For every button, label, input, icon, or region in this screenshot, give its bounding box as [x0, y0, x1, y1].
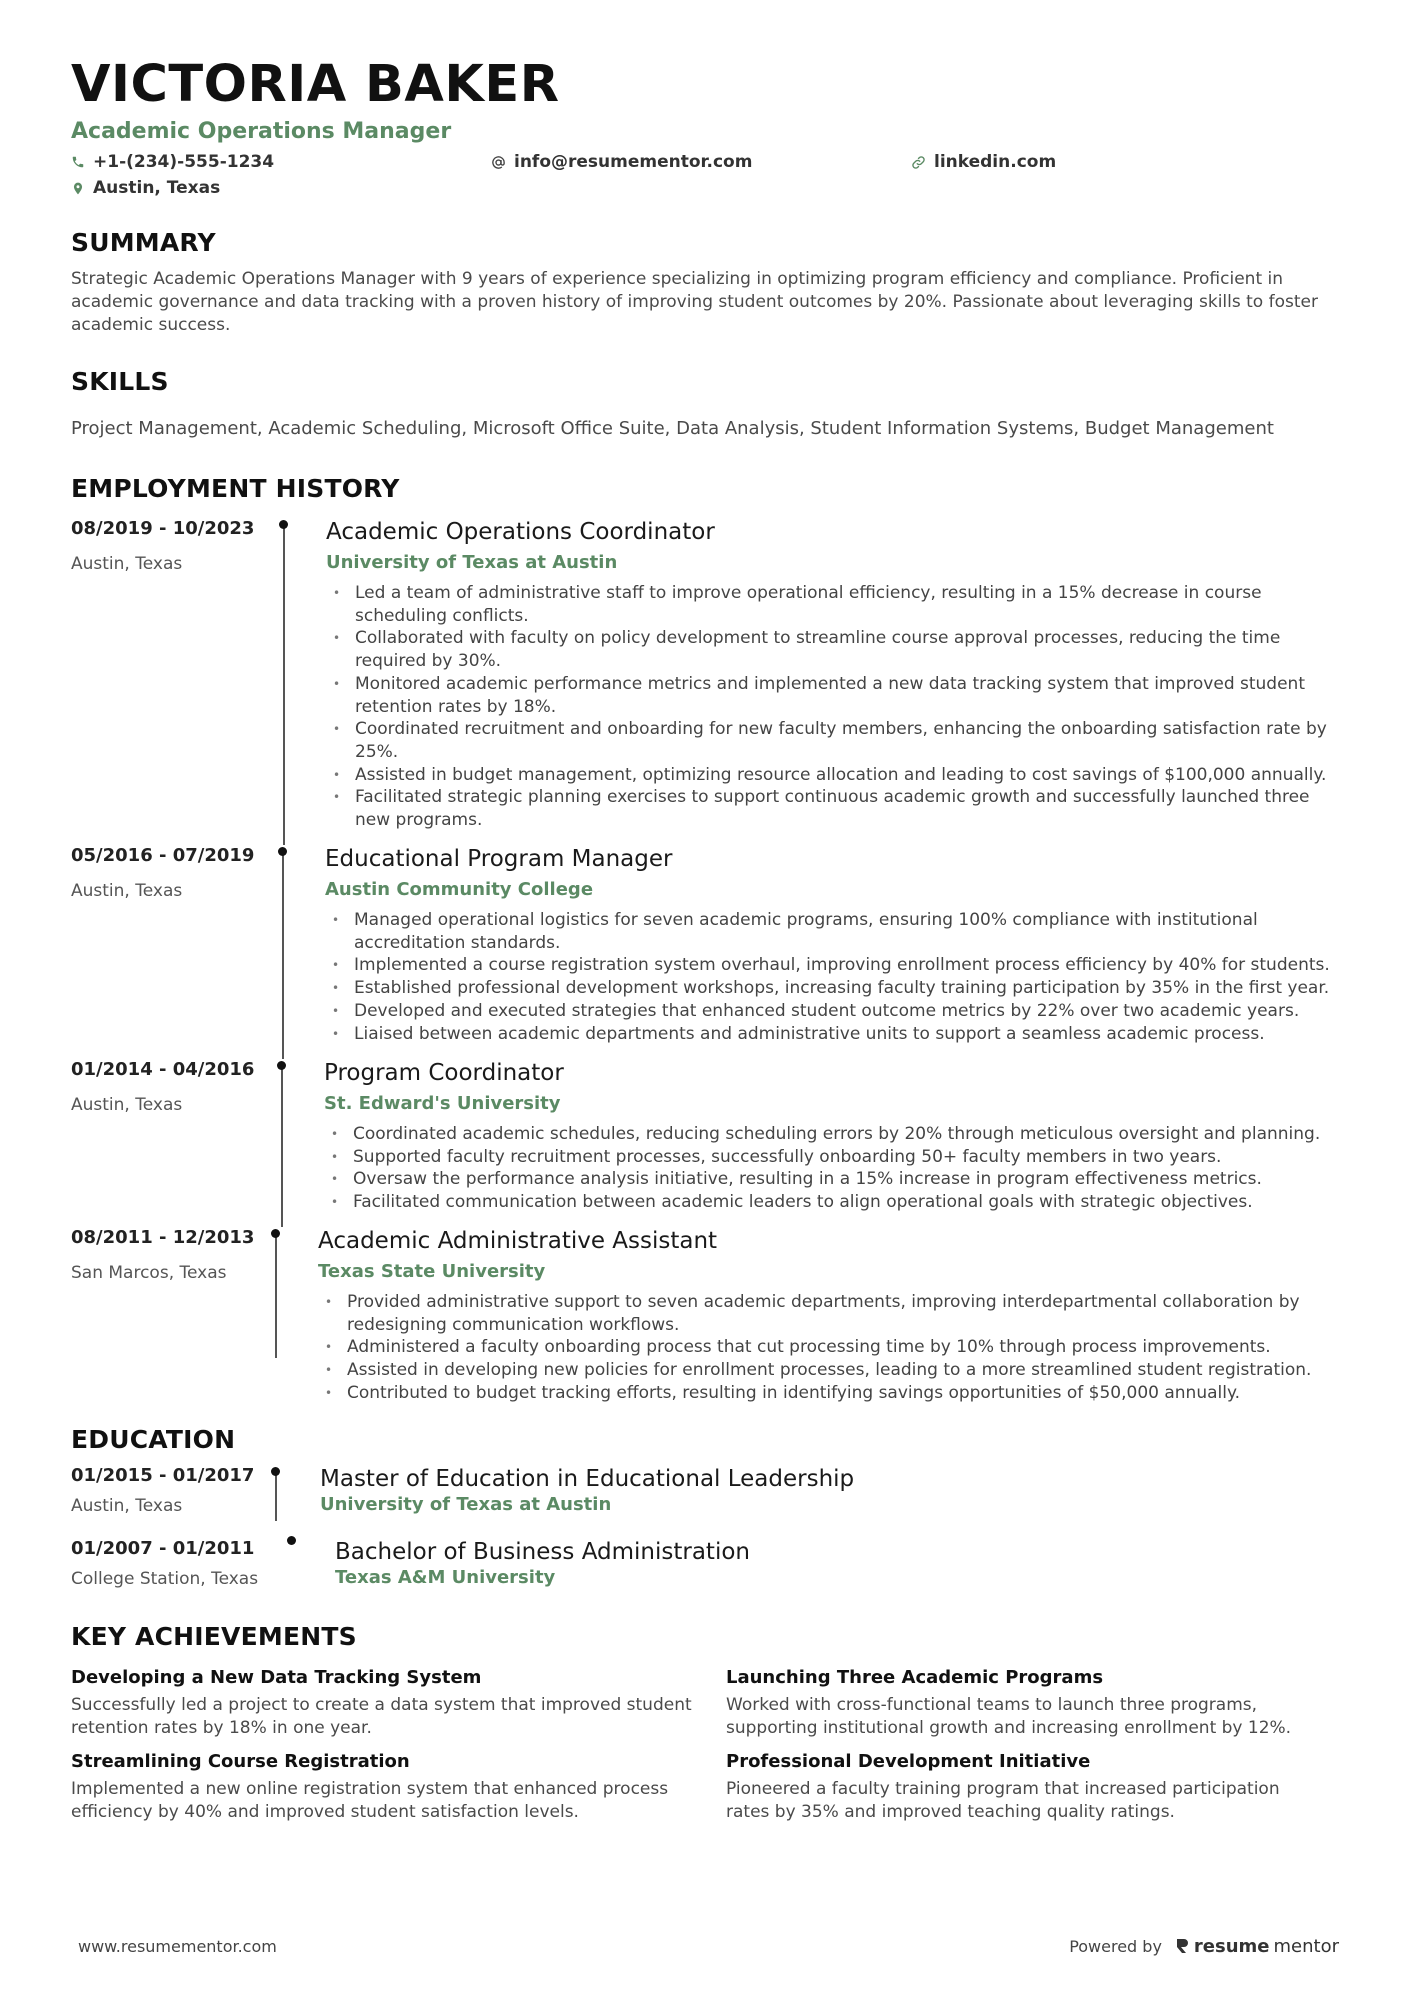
location-text: Austin, Texas — [93, 178, 221, 198]
summary-text: Strategic Academic Operations Manager with 9 years of experience specializing in optimizing program efficiency and compliance. Proficient in academic governance and data tracking with a proven history of improving student outcomes by 20%. Passionate about leveraging skills to foster academic success. — [71, 269, 1318, 335]
job-bullet: • Collaborated with faculty on policy development to streamline course approval processes, reducing the time required by 30%. — [326, 627, 1339, 672]
phone-text: +1-(234)-555-1234 — [93, 152, 275, 172]
candidate-name: VICTORIA BAKER — [71, 55, 560, 114]
timeline-line — [283, 524, 285, 845]
contact-info — [71, 152, 1339, 198]
education-details — [291, 1538, 750, 1598]
footer-url-link[interactable]: www.resumementor.com — [78, 1936, 277, 1956]
job-entry — [71, 845, 1339, 1059]
link-icon — [911, 155, 926, 170]
job-details — [281, 845, 1339, 1059]
powered-by-label: Powered by — [1069, 1936, 1162, 1956]
job-bullet: • Implemented a course registration system overhaul, improving enrollment process efficiency by 40% for students. — [325, 954, 1339, 977]
job-meta — [71, 845, 281, 1059]
map-pin-icon — [71, 181, 85, 196]
timeline-dot — [278, 847, 287, 856]
job-bullet: • Assisted in budget management, optimizing resource allocation and leading to cost savings of $100,000 annually. — [326, 764, 1339, 787]
job-details — [274, 1227, 1339, 1427]
job-bullet: • Administered a faculty onboarding process that cut processing time by 10% through process improvements. — [318, 1336, 1339, 1359]
footer — [78, 1934, 1339, 1958]
school-name: Texas A&M University — [335, 1567, 556, 1588]
job-bullet: • Facilitated strategic planning exercises to support continuous academic growth and successfully launched three new programs. — [326, 786, 1339, 831]
achievement-item — [71, 1666, 726, 1740]
education-list — [71, 1465, 1339, 1598]
brand-mark-icon — [1174, 1937, 1190, 1955]
degree-title: Bachelor of Business Administration — [335, 1539, 750, 1565]
job-bullet: • Developed and executed strategies that enhanced student outcome metrics by 22% over two academic years. — [325, 1000, 1339, 1023]
education-entry — [71, 1538, 1339, 1598]
education-dates: 01/2015 - 01/2017 — [71, 1465, 255, 1486]
timeline-dot — [271, 1467, 280, 1476]
job-title: Program Coordinator — [324, 1060, 564, 1086]
job-organization: Texas State University — [318, 1261, 546, 1282]
timeline-line — [282, 851, 284, 1059]
job-bullets — [324, 1123, 1339, 1214]
job-meta — [71, 1059, 281, 1227]
job-location: Austin, Texas — [71, 1095, 183, 1115]
job-location: Austin, Texas — [71, 881, 183, 901]
linkedin-text: linkedin.com — [934, 152, 1057, 172]
brand-name-bold: resume — [1193, 1935, 1270, 1957]
linkedin-contact[interactable] — [911, 152, 1211, 172]
education-location: College Station, Texas — [71, 1569, 259, 1589]
achievement-text: Successfully led a project to create a data system that improved student retention rates by 18% in one year. — [71, 1695, 692, 1738]
job-location: Austin, Texas — [71, 554, 183, 574]
timeline-line — [275, 1471, 277, 1521]
job-bullet: • Established professional development workshops, increasing faculty training participation by 35% in the first year. — [325, 977, 1339, 1000]
job-bullet: • Oversaw the performance analysis initiative, resulting in a 15% increase in program effectiveness metrics. — [324, 1168, 1339, 1191]
job-location: San Marcos, Texas — [71, 1263, 227, 1283]
timeline-dot — [287, 1536, 296, 1545]
job-bullets — [325, 909, 1339, 1045]
at-icon — [491, 155, 506, 170]
brand-name-light: mentor — [1273, 1935, 1339, 1957]
job-details — [281, 1059, 1339, 1227]
achievement-text: Pioneered a faculty training program that increased participation rates by 35% and improved teaching quality ratings. — [726, 1779, 1280, 1822]
job-organization: University of Texas at Austin — [326, 552, 618, 573]
achievements-grid — [71, 1666, 1339, 1824]
achievement-title: Launching Three Academic Programs — [726, 1667, 1104, 1688]
location-contact — [71, 178, 491, 198]
job-entry — [71, 1227, 1339, 1427]
job-bullet: • Contributed to budget tracking efforts, resulting in identifying savings opportunities of $50,000 annually. — [318, 1382, 1339, 1405]
brand-logo[interactable] — [1174, 1936, 1339, 1957]
job-bullet: • Managed operational logistics for seven academic programs, ensuring 100% compliance with institutional accreditation standards. — [325, 909, 1339, 954]
job-bullets — [326, 582, 1339, 832]
achievement-text: Worked with cross-functional teams to launch three programs, supporting institutional growth and increasing enrollment by 12%. — [726, 1695, 1292, 1738]
achievement-title: Developing a New Data Tracking System — [71, 1667, 482, 1688]
timeline-dot — [277, 1061, 286, 1070]
degree-title: Master of Education in Educational Leadership — [320, 1466, 855, 1492]
achievement-title: Professional Development Initiative — [726, 1751, 1091, 1772]
achievement-item — [726, 1750, 1341, 1824]
job-dates: 01/2014 - 04/2016 — [71, 1059, 255, 1080]
summary-heading: SUMMARY — [71, 228, 216, 257]
timeline-line — [281, 1065, 283, 1227]
job-bullet: • Coordinated academic schedules, reducing scheduling errors by 20% through meticulous oversight and planning. — [324, 1123, 1339, 1146]
job-bullet: • Provided administrative support to seven academic departments, improving interdepartmental collaboration by redesigning communication workflows. — [318, 1291, 1339, 1336]
timeline-dot — [271, 1229, 280, 1238]
candidate-role: Academic Operations Manager — [71, 119, 452, 144]
job-organization: Austin Community College — [325, 879, 594, 900]
job-details — [281, 518, 1339, 845]
phone-contact[interactable] — [71, 152, 491, 172]
skills-heading: SKILLS — [71, 367, 169, 396]
achievement-item — [726, 1666, 1341, 1740]
education-entry — [71, 1465, 1339, 1538]
job-title: Academic Operations Coordinator — [326, 519, 715, 545]
job-bullet: • Assisted in developing new policies for enrollment processes, leading to a more streamlined student registration. — [318, 1359, 1339, 1382]
job-bullets — [318, 1291, 1339, 1405]
job-bullet: • Monitored academic performance metrics and implemented a new data tracking system that improved student retention rates by 18%. — [326, 673, 1339, 718]
job-meta — [71, 1227, 274, 1427]
powered-by — [1069, 1936, 1339, 1957]
timeline-dot — [279, 520, 288, 529]
education-dates: 01/2007 - 01/2011 — [71, 1538, 255, 1559]
job-title: Educational Program Manager — [325, 846, 673, 872]
job-organization: St. Edward's University — [324, 1093, 561, 1114]
timeline-line — [275, 1233, 277, 1358]
achievement-text: Implemented a new online registration system that enhanced process efficiency by 40% and improved student satisfaction levels. — [71, 1779, 669, 1822]
achievement-item — [71, 1750, 726, 1824]
job-title: Academic Administrative Assistant — [318, 1228, 718, 1254]
job-meta — [71, 518, 281, 845]
education-meta — [71, 1465, 276, 1538]
job-dates: 08/2011 - 12/2013 — [71, 1227, 255, 1248]
employment-list — [71, 518, 1339, 1427]
email-contact[interactable] — [491, 152, 911, 172]
achievements-heading: KEY ACHIEVEMENTS — [71, 1622, 357, 1651]
skills-text: Project Management, Academic Scheduling, Microsoft Office Suite, Data Analysis, Student Information Systems, Budget Management — [71, 418, 1274, 439]
education-heading: EDUCATION — [71, 1425, 236, 1454]
job-bullet: • Facilitated communication between academic leaders to align operational goals with strategic objectives. — [324, 1191, 1339, 1214]
achievement-title: Streamlining Course Registration — [71, 1751, 410, 1772]
job-dates: 05/2016 - 07/2019 — [71, 845, 255, 866]
employment-heading: EMPLOYMENT HISTORY — [71, 474, 400, 503]
job-bullet: • Led a team of administrative staff to improve operational efficiency, resulting in a 15% decrease in course scheduling conflicts. — [326, 582, 1339, 627]
education-meta — [71, 1538, 291, 1598]
job-bullet: • Supported faculty recruitment processes, successfully onboarding 50+ faculty members in two years. — [324, 1146, 1339, 1169]
education-details — [276, 1465, 854, 1538]
education-location: Austin, Texas — [71, 1496, 183, 1516]
job-entry — [71, 518, 1339, 845]
job-bullet: • Liaised between academic departments and administrative units to support a seamless academic process. — [325, 1023, 1339, 1046]
school-name: University of Texas at Austin — [320, 1494, 612, 1515]
job-bullet: • Coordinated recruitment and onboarding for new faculty members, enhancing the onboarding satisfaction rate by 25%. — [326, 718, 1339, 763]
job-entry — [71, 1059, 1339, 1227]
email-text: info@resumementor.com — [514, 152, 753, 172]
job-dates: 08/2019 - 10/2023 — [71, 518, 255, 539]
phone-icon — [71, 155, 85, 169]
